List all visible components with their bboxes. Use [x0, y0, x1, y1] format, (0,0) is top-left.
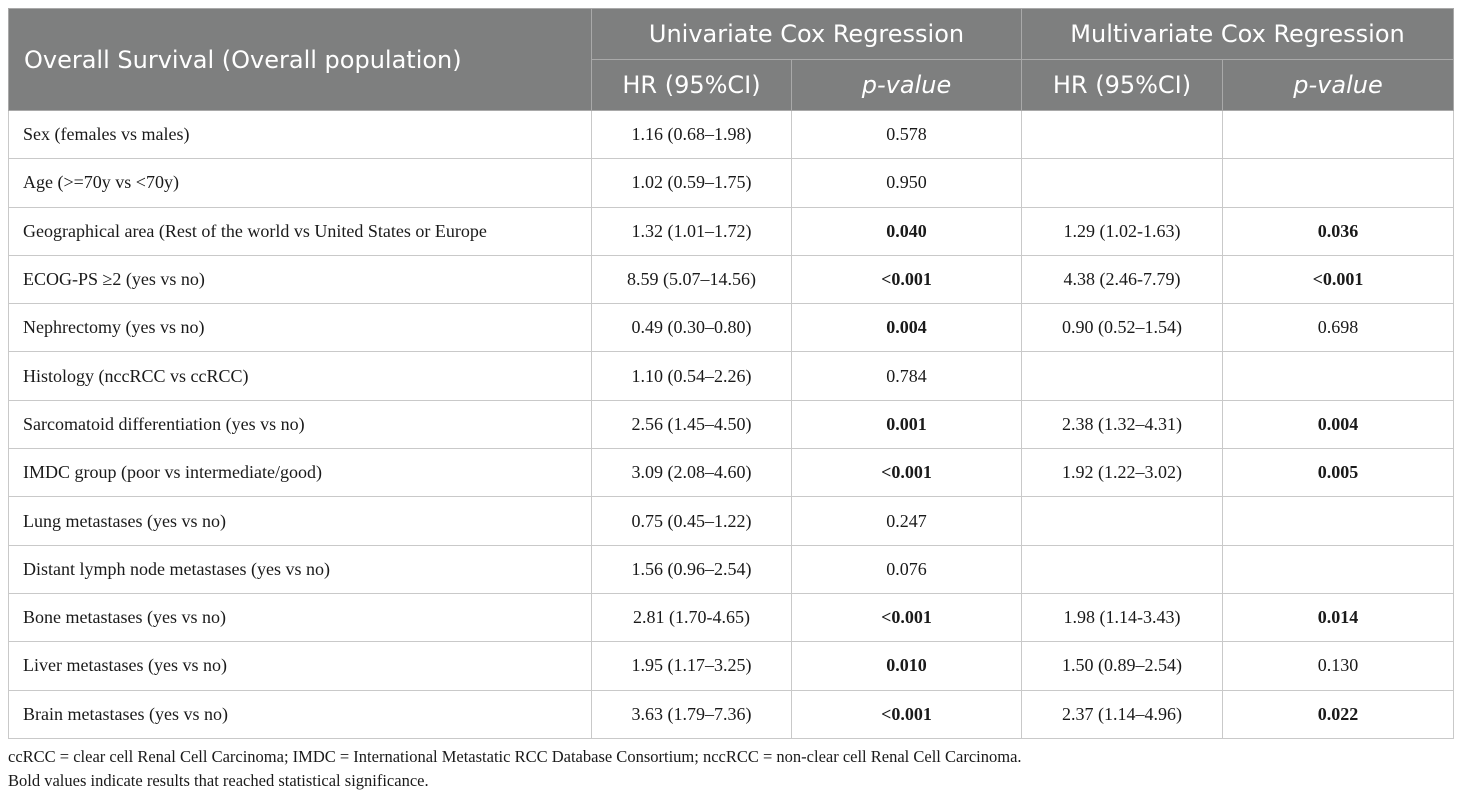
table-row: [9, 690, 1454, 738]
univariate-hr-cell: 1.02 (0.59–1.75): [592, 159, 792, 207]
multivariate-pvalue-cell: [1223, 352, 1454, 400]
row-label-header: Overall Survival (Overall population): [9, 9, 592, 111]
table-row: [9, 593, 1454, 641]
table-row: [9, 642, 1454, 690]
univariate-hr-cell: 1.32 (1.01–1.72): [592, 207, 792, 255]
multivariate-hr-cell: [1022, 545, 1223, 593]
univariate-pvalue-cell: <0.001: [792, 449, 1022, 497]
table-row: [9, 497, 1454, 545]
univariate-pvalue-cell: 0.578: [792, 111, 1022, 159]
univariate-hr-cell: 3.63 (1.79–7.36): [592, 690, 792, 738]
univariate-hr-cell: 1.95 (1.17–3.25): [592, 642, 792, 690]
multivariate-pvalue-cell: 0.698: [1223, 304, 1454, 352]
multivariate-hr-cell: [1022, 111, 1223, 159]
univariate-pvalue-cell: <0.001: [792, 593, 1022, 641]
cox-regression-table: [8, 8, 1454, 739]
multivariate-pvalue-cell: [1223, 545, 1454, 593]
row-label: Sarcomatoid differentiation (yes vs no): [9, 400, 592, 448]
table-body: [9, 111, 1454, 739]
univariate-pvalue-cell: 0.001: [792, 400, 1022, 448]
univariate-pvalue-cell: 0.010: [792, 642, 1022, 690]
univariate-pvalue-cell: <0.001: [792, 690, 1022, 738]
table-row: [9, 352, 1454, 400]
row-label: IMDC group (poor vs intermediate/good): [9, 449, 592, 497]
multivariate-hr-cell: 1.92 (1.22–3.02): [1022, 449, 1223, 497]
univariate-hr-cell: 0.49 (0.30–0.80): [592, 304, 792, 352]
univariate-hr-cell: 1.16 (0.68–1.98): [592, 111, 792, 159]
abbreviations-footnote: ccRCC = clear cell Renal Cell Carcinoma; IMDC = International Metastatic RCC Database Consortium; nccRCC = non-clear cell Renal Cell Carcinoma.: [8, 747, 1022, 766]
table-row: [9, 449, 1454, 497]
univariate-hr-cell: 0.75 (0.45–1.22): [592, 497, 792, 545]
row-label: Histology (nccRCC vs ccRCC): [9, 352, 592, 400]
table-row: [9, 545, 1454, 593]
multivariate-pvalue-cell: <0.001: [1223, 255, 1454, 303]
univariate-pvalue-cell: 0.950: [792, 159, 1022, 207]
multivariate-hr-cell: 0.90 (0.52–1.54): [1022, 304, 1223, 352]
multivariate-pvalue-cell: 0.022: [1223, 690, 1454, 738]
row-label: Bone metastases (yes vs no): [9, 593, 592, 641]
multivariate-pvalue-cell: [1223, 159, 1454, 207]
row-label: Sex (females vs males): [9, 111, 592, 159]
univariate-hr-cell: 2.81 (1.70-4.65): [592, 593, 792, 641]
table-row: [9, 255, 1454, 303]
row-label: Geographical area (Rest of the world vs United States or Europe: [9, 207, 592, 255]
univariate-pvalue-cell: 0.784: [792, 352, 1022, 400]
row-label: Lung metastases (yes vs no): [9, 497, 592, 545]
table-row: [9, 304, 1454, 352]
univariate-hr-cell: 1.56 (0.96–2.54): [592, 545, 792, 593]
multivariate-pvalue-cell: 0.130: [1223, 642, 1454, 690]
multivariate-header: Multivariate Cox Regression: [1022, 9, 1454, 60]
row-label: Age (>=70y vs <70y): [9, 159, 592, 207]
table-row: [9, 111, 1454, 159]
univariate-hr-cell: 1.10 (0.54–2.26): [592, 352, 792, 400]
table-row: [9, 400, 1454, 448]
univariate-pvalue-cell: 0.247: [792, 497, 1022, 545]
multivariate-pvalue-cell: 0.004: [1223, 400, 1454, 448]
univariate-hr-cell: 8.59 (5.07–14.56): [592, 255, 792, 303]
multivariate-hr-cell: [1022, 352, 1223, 400]
table-row: [9, 159, 1454, 207]
univariate-hr-header: HR (95%CI): [592, 60, 792, 111]
multivariate-hr-header: HR (95%CI): [1022, 60, 1223, 111]
row-label: ECOG-PS ≥2 (yes vs no): [9, 255, 592, 303]
row-label: Distant lymph node metastases (yes vs no): [9, 545, 592, 593]
multivariate-pvalue-header: p-value: [1223, 60, 1454, 111]
table-row: [9, 207, 1454, 255]
multivariate-hr-cell: 2.37 (1.14–4.96): [1022, 690, 1223, 738]
univariate-header: Univariate Cox Regression: [592, 9, 1022, 60]
univariate-hr-cell: 2.56 (1.45–4.50): [592, 400, 792, 448]
significance-footnote: Bold values indicate results that reached statistical significance.: [8, 771, 429, 790]
multivariate-hr-cell: 1.29 (1.02-1.63): [1022, 207, 1223, 255]
univariate-hr-cell: 3.09 (2.08–4.60): [592, 449, 792, 497]
multivariate-pvalue-cell: [1223, 111, 1454, 159]
multivariate-hr-cell: [1022, 159, 1223, 207]
row-label: Liver metastases (yes vs no): [9, 642, 592, 690]
multivariate-pvalue-cell: 0.005: [1223, 449, 1454, 497]
multivariate-hr-cell: 2.38 (1.32–4.31): [1022, 400, 1223, 448]
multivariate-hr-cell: 1.98 (1.14-3.43): [1022, 593, 1223, 641]
row-label: Nephrectomy (yes vs no): [9, 304, 592, 352]
univariate-pvalue-header: p-value: [792, 60, 1022, 111]
univariate-pvalue-cell: 0.004: [792, 304, 1022, 352]
univariate-pvalue-cell: 0.076: [792, 545, 1022, 593]
multivariate-hr-cell: [1022, 497, 1223, 545]
multivariate-hr-cell: 4.38 (2.46-7.79): [1022, 255, 1223, 303]
multivariate-pvalue-cell: 0.036: [1223, 207, 1454, 255]
multivariate-hr-cell: 1.50 (0.89–2.54): [1022, 642, 1223, 690]
multivariate-pvalue-cell: [1223, 497, 1454, 545]
row-label: Brain metastases (yes vs no): [9, 690, 592, 738]
multivariate-pvalue-cell: 0.014: [1223, 593, 1454, 641]
univariate-pvalue-cell: <0.001: [792, 255, 1022, 303]
univariate-pvalue-cell: 0.040: [792, 207, 1022, 255]
